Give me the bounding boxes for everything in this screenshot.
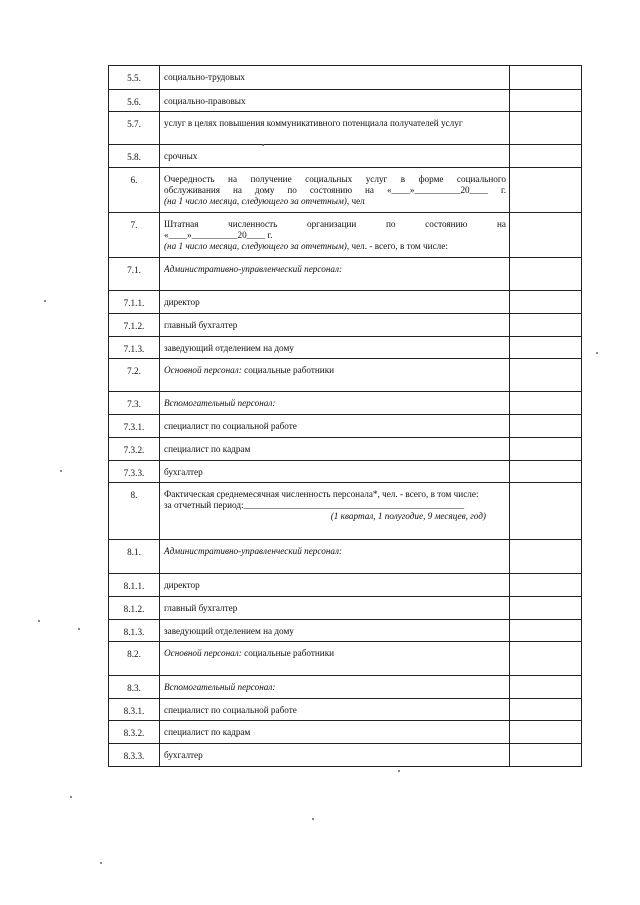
value-cell[interactable] [510, 415, 582, 438]
row-text-italic: Основной персонал: [164, 648, 242, 658]
value-cell[interactable] [510, 291, 582, 314]
row-text: социально-трудовых [160, 66, 510, 90]
row-text-line [164, 196, 506, 207]
row-text-rest: социальные работники [241, 365, 335, 375]
report-table [108, 65, 582, 767]
value-cell[interactable] [510, 90, 582, 112]
row-note: (1 квартал, 1 полугодие, 9 месяцев, год) [330, 511, 486, 521]
row-text: срочных [160, 145, 510, 168]
row-text: Административно-управленческий персонал: [160, 258, 510, 291]
value-cell[interactable] [510, 359, 582, 392]
row-number: 7.1.1. [109, 291, 160, 314]
table-row [109, 438, 582, 461]
row-text: специалист по социальной работе [160, 415, 510, 438]
table-row [109, 676, 582, 699]
row-text: Вспомогательный персонал: [160, 676, 510, 699]
scan-speck [100, 862, 102, 864]
row-number: 7.3.2. [109, 438, 160, 461]
value-cell[interactable] [510, 337, 582, 359]
table-row [109, 66, 582, 90]
table-row [109, 461, 582, 483]
row-number: 8. [109, 483, 160, 540]
table-row [109, 721, 582, 744]
value-cell[interactable] [510, 461, 582, 483]
scan-speck [398, 770, 400, 772]
table-row [109, 145, 582, 168]
row-number: 7. [109, 213, 160, 258]
row-number: 8.3.1. [109, 699, 160, 721]
row-number: 7.3. [109, 392, 160, 415]
value-cell[interactable] [510, 213, 582, 258]
table-row [109, 314, 582, 337]
scan-speck [262, 144, 264, 146]
value-cell[interactable] [510, 392, 582, 415]
value-cell[interactable] [510, 574, 582, 597]
row-text-line: обслуживания на дому по состоянию на «____»__________20____ г. [164, 185, 506, 195]
row-text-line: Очередность на получение социальных услуг в форме социального [164, 174, 506, 184]
row-text: социально-правовых [160, 90, 510, 112]
value-cell[interactable] [510, 314, 582, 337]
row-number: 5.6. [109, 90, 160, 112]
row-note: (на 1 число месяца, следующего за отчетным) [164, 196, 347, 206]
value-cell[interactable] [510, 721, 582, 744]
scan-speck [78, 628, 80, 630]
row-tail: , чел. - всего, в том числе: [346, 241, 448, 251]
row-text [160, 112, 510, 145]
table-row [109, 699, 582, 721]
value-cell[interactable] [510, 597, 582, 620]
row-text-line: Фактическая среднемесячная численность персонала*, чел. - всего, в том числе: [164, 489, 479, 499]
row-text [160, 168, 510, 213]
value-cell[interactable] [510, 540, 582, 574]
scan-speck [60, 470, 62, 472]
row-number: 8.3. [109, 676, 160, 699]
table-row [109, 90, 582, 112]
row-number: 6. [109, 168, 160, 213]
table-row [109, 213, 582, 258]
row-text: бухгалтер [160, 744, 510, 767]
row-text: заведующий отделением на дому [160, 620, 510, 642]
scan-speck [70, 796, 72, 798]
row-text: бухгалтер [160, 461, 510, 483]
row-text [160, 213, 510, 258]
row-text: директор [160, 574, 510, 597]
row-text-line [164, 241, 506, 252]
value-cell[interactable] [510, 168, 582, 213]
value-cell[interactable] [510, 744, 582, 767]
table-row [109, 258, 582, 291]
value-cell[interactable] [510, 438, 582, 461]
table-row [109, 359, 582, 392]
row-number: 8.1.2. [109, 597, 160, 620]
table-row [109, 483, 582, 540]
value-cell[interactable] [510, 145, 582, 168]
row-number: 7.1.3. [109, 337, 160, 359]
row-number: 8.1. [109, 540, 160, 574]
table-row [109, 744, 582, 767]
row-text-italic: Основной персонал: [164, 365, 242, 375]
scan-speck [596, 352, 598, 354]
row-number: 8.3.2. [109, 721, 160, 744]
row-number: 7.3.1. [109, 415, 160, 438]
value-cell[interactable] [510, 258, 582, 291]
row-text [160, 483, 510, 540]
row-text: Административно-управленческий персонал: [160, 540, 510, 574]
row-tail: , чел [346, 196, 365, 206]
row-text-line: за отчетный период:________________________________________________ [164, 500, 465, 510]
row-number: 5.7. [109, 112, 160, 145]
row-text: Вспомогательный персонал: [160, 392, 510, 415]
row-text-line: «____»__________20____ г. [164, 230, 273, 240]
row-text [160, 642, 510, 676]
scan-speck [312, 818, 314, 820]
table-row [109, 642, 582, 676]
table-row [109, 392, 582, 415]
row-number: 7.3.3. [109, 461, 160, 483]
value-cell[interactable] [510, 699, 582, 721]
value-cell[interactable] [510, 483, 582, 540]
row-text: специалист по кадрам [160, 721, 510, 744]
value-cell[interactable] [510, 66, 582, 90]
row-text [160, 359, 510, 392]
table-row [109, 291, 582, 314]
table-row [109, 620, 582, 642]
row-text: директор [160, 291, 510, 314]
table-row [109, 574, 582, 597]
row-number: 7.1. [109, 258, 160, 291]
row-number: 8.3.3. [109, 744, 160, 767]
row-text: главный бухгалтер [160, 597, 510, 620]
row-text: специалист по кадрам [160, 438, 510, 461]
row-number: 7.1.2. [109, 314, 160, 337]
row-text-rest: социальные работники [241, 648, 335, 658]
row-text: главный бухгалтер [160, 314, 510, 337]
row-text: заведующий отделением на дому [160, 337, 510, 359]
table-row [109, 112, 582, 145]
row-note: (на 1 число месяца, следующего за отчетным) [164, 241, 347, 251]
row-number: 8.1.1. [109, 574, 160, 597]
row-number: 8.2. [109, 642, 160, 676]
value-cell[interactable] [510, 676, 582, 699]
row-number: 5.5. [109, 66, 160, 90]
row-text: специалист по социальной работе [160, 699, 510, 721]
row-number: 7.2. [109, 359, 160, 392]
scan-speck [44, 300, 46, 302]
table-row [109, 415, 582, 438]
row-text-line: Штатная численность организации по состоянию на [164, 219, 506, 229]
table-row [109, 168, 582, 213]
value-cell[interactable] [510, 642, 582, 676]
value-cell[interactable] [510, 620, 582, 642]
value-cell[interactable] [510, 112, 582, 145]
row-number: 5.8. [109, 145, 160, 168]
row-text-content: услуг в целях повышения коммуникативного потенциала получателей услуг [164, 118, 463, 128]
table-row [109, 337, 582, 359]
table-row [109, 597, 582, 620]
row-number: 8.1.3. [109, 620, 160, 642]
table-row [109, 540, 582, 574]
scan-speck [38, 620, 40, 622]
